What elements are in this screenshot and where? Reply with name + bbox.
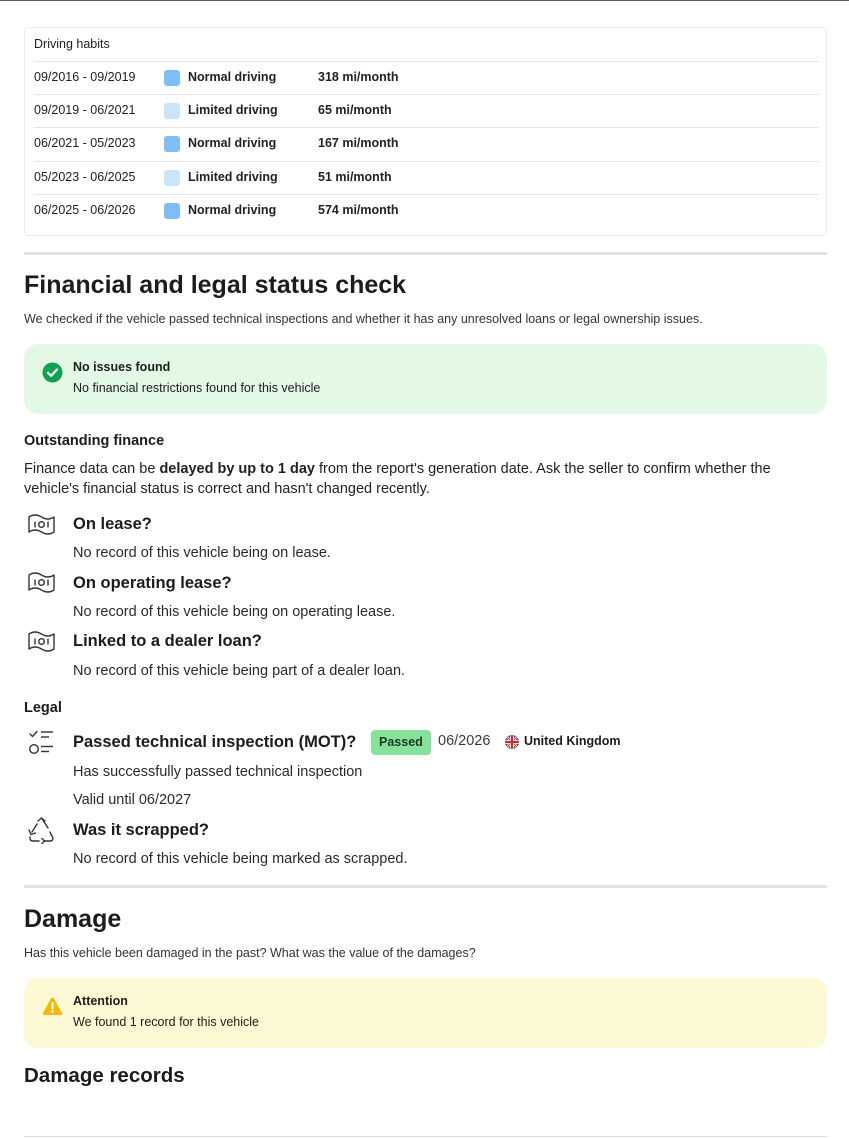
banknote-icon: [27, 510, 56, 539]
table-row: [34, 61, 819, 94]
checklist-icon: [27, 728, 56, 757]
on-lease-title: On lease?: [73, 515, 152, 533]
mot-valid-until: Valid until 06/2027: [73, 792, 192, 808]
finance-note-text: Finance data can be: [24, 461, 160, 477]
mot-date: 06/2026: [438, 733, 491, 749]
habit-period: 06/2021 - 05/2023: [34, 136, 136, 150]
habit-color-swatch: [164, 103, 180, 119]
table-row: [34, 161, 819, 194]
habit-mileage: 574 mi/month: [318, 203, 399, 217]
mot-text: Has successfully passed technical inspection: [73, 764, 363, 780]
damage-section-title: Damage: [24, 905, 122, 933]
on-operating-lease-text: No record of this vehicle being on operating lease.: [73, 604, 396, 620]
on-operating-lease-title: On operating lease?: [73, 574, 232, 592]
damage-attention-alert: [24, 978, 827, 1048]
habit-type: Normal driving: [188, 136, 277, 150]
finance-note-text: from the report's generation date. Ask the seller to confirm whether the vehicle's financial status is correct and hasn't changed recently.: [24, 461, 771, 497]
scrapped-text: No record of this vehicle being marked as scrapped.: [73, 851, 408, 867]
driving-habits-card: [24, 27, 827, 236]
alert-text: We found 1 record for this vehicle: [73, 1015, 259, 1029]
habit-period: 06/2025 - 06/2026: [34, 203, 136, 217]
dealer-loan-text: No record of this vehicle being part of a dealer loan.: [73, 663, 406, 679]
dealer-loan-title: Linked to a dealer loan?: [73, 632, 262, 650]
bottom-divider: [24, 1136, 827, 1137]
habit-period: 09/2016 - 09/2019: [34, 70, 136, 84]
legal-heading: Legal: [24, 700, 62, 716]
habit-type: Normal driving: [188, 70, 277, 84]
financial-section-description: We checked if the vehicle passed technical inspections and whether it has any unresolved loans or legal ownership issues.: [24, 312, 703, 326]
scrapped-title: Was it scrapped?: [73, 821, 210, 839]
no-issues-alert: [24, 344, 827, 414]
alert-title: Attention: [73, 994, 128, 1008]
habit-period: 05/2023 - 06/2025: [34, 170, 136, 184]
mot-title: Passed technical inspection (MOT)?: [73, 733, 357, 751]
habit-mileage: 318 mi/month: [318, 70, 399, 84]
alert-title: No issues found: [73, 360, 171, 374]
on-lease-text: No record of this vehicle being on lease.: [73, 545, 331, 561]
uk-flag-icon: [505, 735, 519, 749]
habit-mileage: 51 mi/month: [318, 170, 392, 184]
country-label: United Kingdom: [524, 734, 621, 748]
financial-section-title: Financial and legal status check: [24, 271, 407, 299]
habit-mileage: 167 mi/month: [318, 136, 399, 150]
table-row: [34, 127, 819, 160]
habit-period: 09/2019 - 06/2021: [34, 103, 136, 117]
habit-type: Normal driving: [188, 203, 277, 217]
alert-text: No financial restrictions found for this vehicle: [73, 381, 321, 395]
warning-triangle-icon: [42, 996, 63, 1017]
damage-records-title: Damage records: [24, 1064, 185, 1087]
finance-note: [24, 459, 814, 499]
top-divider: [0, 0, 849, 1]
table-row: [34, 194, 819, 227]
habit-type: Limited driving: [188, 170, 278, 184]
habit-color-swatch: [164, 170, 180, 186]
outstanding-finance-heading: Outstanding finance: [24, 433, 165, 449]
section-divider: [24, 885, 827, 888]
habit-color-swatch: [164, 203, 180, 219]
habit-color-swatch: [164, 136, 180, 152]
banknote-icon: [27, 627, 56, 656]
table-row: [34, 94, 819, 127]
passed-badge: Passed: [371, 730, 431, 755]
habit-color-swatch: [164, 70, 180, 86]
recycle-icon: [27, 816, 56, 845]
driving-habits-title: Driving habits: [34, 37, 110, 51]
habit-type: Limited driving: [188, 103, 278, 117]
damage-section-description: Has this vehicle been damaged in the past? What was the value of the damages?: [24, 946, 476, 960]
habit-mileage: 65 mi/month: [318, 103, 392, 117]
section-divider: [24, 252, 827, 255]
finance-note-emphasis: delayed by up to 1 day: [159, 461, 315, 477]
check-circle-icon: [42, 362, 63, 383]
banknote-icon: [27, 568, 56, 597]
